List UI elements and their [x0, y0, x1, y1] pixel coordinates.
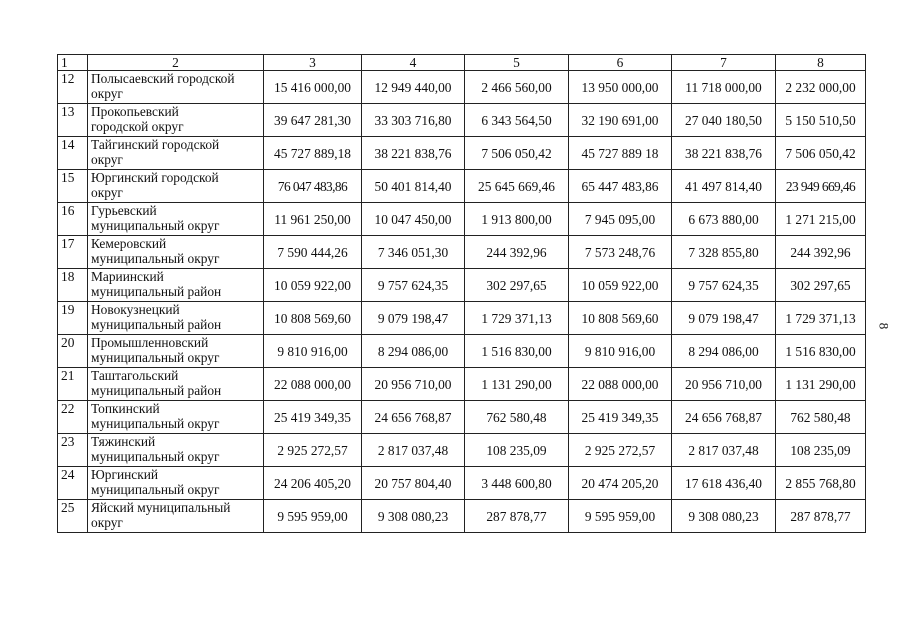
- amount-cell: 302 297,65: [776, 269, 866, 302]
- row-number: 24: [58, 467, 88, 500]
- amount-cell: 2 925 272,57: [264, 434, 362, 467]
- amount-cell: 9 308 080,23: [362, 500, 465, 533]
- amount-cell: 45 727 889 18: [569, 137, 672, 170]
- amount-cell: 108 235,09: [465, 434, 569, 467]
- amount-cell: 22 088 000,00: [264, 368, 362, 401]
- municipality-name-line: Полысаевский городской: [91, 71, 235, 86]
- amount-cell: 9 079 198,47: [362, 302, 465, 335]
- municipality-name-line: округ: [91, 86, 123, 101]
- municipality-name: [88, 236, 264, 269]
- amount-cell: 1 131 290,00: [776, 368, 866, 401]
- column-header: 3: [264, 55, 362, 71]
- amount-cell: 76 047 483,86: [264, 170, 362, 203]
- municipality-name-line: округ: [91, 185, 123, 200]
- row-number: 19: [58, 302, 88, 335]
- amount-cell: 7 328 855,80: [672, 236, 776, 269]
- column-header: 6: [569, 55, 672, 71]
- amount-cell: 10 059 922,00: [264, 269, 362, 302]
- amount-cell: 3 448 600,80: [465, 467, 569, 500]
- table-row: [58, 104, 866, 137]
- row-number: 22: [58, 401, 88, 434]
- amount-cell: 2 817 037,48: [362, 434, 465, 467]
- row-number: 21: [58, 368, 88, 401]
- amount-cell: 1 516 830,00: [776, 335, 866, 368]
- amount-cell: 38 221 838,76: [362, 137, 465, 170]
- row-number: 20: [58, 335, 88, 368]
- amount-cell: 6 673 880,00: [672, 203, 776, 236]
- table-row: [58, 500, 866, 533]
- municipality-name-line: Тайгинский городской: [91, 137, 220, 152]
- amount-cell: 7 573 248,76: [569, 236, 672, 269]
- row-number: 13: [58, 104, 88, 137]
- amount-cell: 2 925 272,57: [569, 434, 672, 467]
- amount-cell: 8 294 086,00: [672, 335, 776, 368]
- municipality-name: [88, 368, 264, 401]
- amount-cell: 39 647 281,30: [264, 104, 362, 137]
- amount-cell: 24 656 768,87: [362, 401, 465, 434]
- column-header: 1: [58, 55, 88, 71]
- amount-cell: 25 419 349,35: [264, 401, 362, 434]
- amount-cell: 108 235,09: [776, 434, 866, 467]
- amount-cell: 9 810 916,00: [569, 335, 672, 368]
- amount-cell: 287 878,77: [465, 500, 569, 533]
- municipality-name-line: муниципальный округ: [91, 416, 220, 431]
- column-header: 5: [465, 55, 569, 71]
- row-number: 15: [58, 170, 88, 203]
- amount-cell: 45 727 889,18: [264, 137, 362, 170]
- municipality-name-line: Таштагольский: [91, 368, 179, 383]
- amount-cell: 9 757 624,35: [362, 269, 465, 302]
- row-number: 12: [58, 71, 88, 104]
- amount-cell: 20 474 205,20: [569, 467, 672, 500]
- amount-cell: 25 419 349,35: [569, 401, 672, 434]
- municipality-name-line: муниципальный округ: [91, 482, 220, 497]
- municipality-name-line: Яйский муниципальный: [91, 500, 231, 515]
- amount-cell: 6 343 564,50: [465, 104, 569, 137]
- table-row: [58, 236, 866, 269]
- amount-cell: 38 221 838,76: [672, 137, 776, 170]
- table-row: [58, 203, 866, 236]
- amount-cell: 2 817 037,48: [672, 434, 776, 467]
- column-header: 8: [776, 55, 866, 71]
- amount-cell: 1 913 800,00: [465, 203, 569, 236]
- municipality-name: [88, 401, 264, 434]
- municipality-name-line: муниципальный район: [91, 284, 222, 299]
- municipality-name-line: Топкинский: [91, 401, 160, 416]
- municipality-name-line: муниципальный округ: [91, 251, 220, 266]
- column-header: 2: [88, 55, 264, 71]
- amount-cell: 7 346 051,30: [362, 236, 465, 269]
- amount-cell: 20 757 804,40: [362, 467, 465, 500]
- amount-cell: 9 757 624,35: [672, 269, 776, 302]
- municipality-name: [88, 71, 264, 104]
- amount-cell: 2 466 560,00: [465, 71, 569, 104]
- municipality-name: [88, 170, 264, 203]
- municipality-name-line: Прокопьевский: [91, 104, 179, 119]
- amount-cell: 762 580,48: [465, 401, 569, 434]
- amount-cell: 24 206 405,20: [264, 467, 362, 500]
- amount-cell: 32 190 691,00: [569, 104, 672, 137]
- municipality-name-line: Кемеровский: [91, 236, 167, 251]
- amount-cell: 244 392,96: [465, 236, 569, 269]
- table-row: [58, 434, 866, 467]
- amount-cell: 9 595 959,00: [264, 500, 362, 533]
- amount-cell: 27 040 180,50: [672, 104, 776, 137]
- municipality-name-line: Тяжинский: [91, 434, 156, 449]
- municipality-name: [88, 302, 264, 335]
- row-number: 25: [58, 500, 88, 533]
- table-row: [58, 401, 866, 434]
- amount-cell: 9 595 959,00: [569, 500, 672, 533]
- municipality-name: [88, 137, 264, 170]
- row-number: 18: [58, 269, 88, 302]
- header-row: [58, 55, 866, 71]
- amount-cell: 65 447 483,86: [569, 170, 672, 203]
- municipality-name-line: городской округ: [91, 119, 184, 134]
- amount-cell: 24 656 768,87: [672, 401, 776, 434]
- data-table: [57, 54, 866, 533]
- municipality-name-line: муниципальный округ: [91, 218, 220, 233]
- amount-cell: 13 950 000,00: [569, 71, 672, 104]
- amount-cell: 5 150 510,50: [776, 104, 866, 137]
- amount-cell: 15 416 000,00: [264, 71, 362, 104]
- table-row: [58, 302, 866, 335]
- amount-cell: 1 516 830,00: [465, 335, 569, 368]
- municipality-name: [88, 467, 264, 500]
- amount-cell: 302 297,65: [465, 269, 569, 302]
- table-row: [58, 71, 866, 104]
- table-row: [58, 170, 866, 203]
- amount-cell: 10 808 569,60: [264, 302, 362, 335]
- amount-cell: 10 047 450,00: [362, 203, 465, 236]
- row-number: 14: [58, 137, 88, 170]
- amount-cell: 41 497 814,40: [672, 170, 776, 203]
- municipality-name-line: муниципальный район: [91, 317, 222, 332]
- municipality-name-line: Гурьевский: [91, 203, 157, 218]
- amount-cell: 244 392,96: [776, 236, 866, 269]
- amount-cell: 10 808 569,60: [569, 302, 672, 335]
- municipality-name-line: Юргинский городской: [91, 170, 219, 185]
- amount-cell: 50 401 814,40: [362, 170, 465, 203]
- amount-cell: 2 855 768,80: [776, 467, 866, 500]
- municipality-name-line: муниципальный район: [91, 383, 222, 398]
- amount-cell: 1 131 290,00: [465, 368, 569, 401]
- row-number: 16: [58, 203, 88, 236]
- amount-cell: 11 718 000,00: [672, 71, 776, 104]
- page-number: 8: [876, 322, 892, 330]
- amount-cell: 1 729 371,13: [465, 302, 569, 335]
- municipality-name: [88, 335, 264, 368]
- amount-cell: 20 956 710,00: [362, 368, 465, 401]
- municipality-name-line: Юргинский: [91, 467, 159, 482]
- amount-cell: 1 729 371,13: [776, 302, 866, 335]
- amount-cell: 17 618 436,40: [672, 467, 776, 500]
- amount-cell: 9 079 198,47: [672, 302, 776, 335]
- amount-cell: 7 945 095,00: [569, 203, 672, 236]
- column-header: 7: [672, 55, 776, 71]
- municipality-name: [88, 434, 264, 467]
- amount-cell: 33 303 716,80: [362, 104, 465, 137]
- municipality-name-line: Мариинский: [91, 269, 164, 284]
- municipality-name-line: округ: [91, 515, 123, 530]
- municipality-name: [88, 104, 264, 137]
- amount-cell: 9 308 080,23: [672, 500, 776, 533]
- table-row: [58, 368, 866, 401]
- amount-cell: 1 271 215,00: [776, 203, 866, 236]
- row-number: 17: [58, 236, 88, 269]
- amount-cell: 12 949 440,00: [362, 71, 465, 104]
- municipality-name: [88, 269, 264, 302]
- municipality-name: [88, 203, 264, 236]
- amount-cell: 287 878,77: [776, 500, 866, 533]
- amount-cell: 2 232 000,00: [776, 71, 866, 104]
- table-row: [58, 269, 866, 302]
- amount-cell: 22 088 000,00: [569, 368, 672, 401]
- amount-cell: 7 506 050,42: [465, 137, 569, 170]
- municipality-name: [88, 500, 264, 533]
- municipality-name-line: Промышленновский: [91, 335, 209, 350]
- table-row: [58, 335, 866, 368]
- amount-cell: 11 961 250,00: [264, 203, 362, 236]
- municipality-name-line: муниципальный округ: [91, 449, 220, 464]
- municipality-name-line: округ: [91, 152, 123, 167]
- municipality-name-line: Новокузнецкий: [91, 302, 180, 317]
- amount-cell: 10 059 922,00: [569, 269, 672, 302]
- amount-cell: 25 645 669,46: [465, 170, 569, 203]
- table-row: [58, 467, 866, 500]
- amount-cell: 7 506 050,42: [776, 137, 866, 170]
- row-number: 23: [58, 434, 88, 467]
- municipality-name-line: муниципальный округ: [91, 350, 220, 365]
- amount-cell: 20 956 710,00: [672, 368, 776, 401]
- table-row: [58, 137, 866, 170]
- amount-cell: 762 580,48: [776, 401, 866, 434]
- amount-cell: 7 590 444,26: [264, 236, 362, 269]
- amount-cell: 23 949 669,46: [776, 170, 866, 203]
- amount-cell: 8 294 086,00: [362, 335, 465, 368]
- column-header: 4: [362, 55, 465, 71]
- amount-cell: 9 810 916,00: [264, 335, 362, 368]
